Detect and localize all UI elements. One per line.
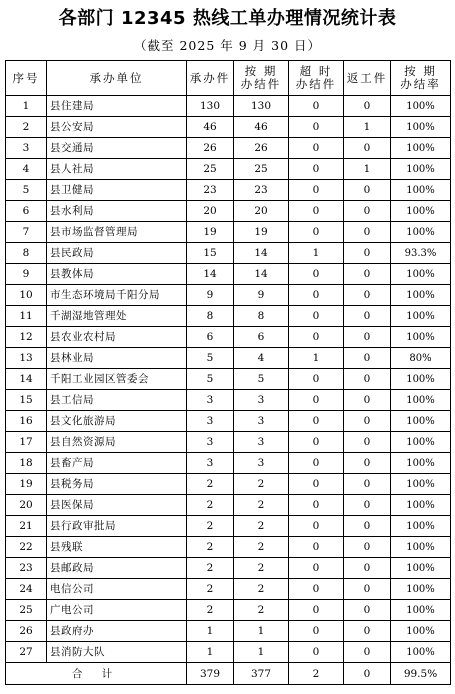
cell-overtime: 0 xyxy=(289,411,344,432)
cell-returned: 1 xyxy=(344,159,391,180)
header-rate: 按 期 办结率 xyxy=(391,61,451,96)
table-row xyxy=(6,495,451,516)
cell-total: 2 xyxy=(187,474,234,495)
cell-total: 26 xyxy=(187,138,234,159)
cell-unit: 千阳工业园区管委会 xyxy=(47,369,187,390)
cell-total: 46 xyxy=(187,117,234,138)
cell-ontime: 1 xyxy=(234,621,289,642)
cell-ontime: 2 xyxy=(234,558,289,579)
cell-overtime: 0 xyxy=(289,642,344,663)
cell-overtime: 0 xyxy=(289,495,344,516)
cell-index: 7 xyxy=(6,222,47,243)
cell-ontime: 2 xyxy=(234,537,289,558)
cell-rate: 100% xyxy=(391,159,451,180)
cell-rate: 100% xyxy=(391,537,451,558)
header-total: 承办件 xyxy=(187,61,234,96)
cell-rate: 100% xyxy=(391,411,451,432)
cell-returned: 0 xyxy=(344,243,391,264)
totals-row xyxy=(6,663,451,685)
table-header xyxy=(6,61,451,96)
cell-overtime: 0 xyxy=(289,285,344,306)
cell-total: 2 xyxy=(187,558,234,579)
cell-rate: 100% xyxy=(391,390,451,411)
table-row xyxy=(6,348,451,369)
cell-rate: 100% xyxy=(391,138,451,159)
cell-rate: 100% xyxy=(391,264,451,285)
cell-unit: 县医保局 xyxy=(47,495,187,516)
document-title: 各部门 12345 热线工单办理情况统计表 xyxy=(58,8,397,29)
cell-index: 6 xyxy=(6,201,47,222)
cell-returned: 0 xyxy=(344,348,391,369)
header-unit: 承办单位 xyxy=(47,61,187,96)
cell-overtime: 0 xyxy=(289,516,344,537)
cell-rate: 100% xyxy=(391,474,451,495)
totals-total: 379 xyxy=(187,663,234,685)
cell-total: 5 xyxy=(187,348,234,369)
cell-rate: 100% xyxy=(391,306,451,327)
cell-rate: 100% xyxy=(391,495,451,516)
cell-ontime: 3 xyxy=(234,453,289,474)
cell-overtime: 0 xyxy=(289,159,344,180)
cell-returned: 0 xyxy=(344,537,391,558)
cell-ontime: 2 xyxy=(234,600,289,621)
header-ontime: 按 期 办结件 xyxy=(234,61,289,96)
table-row xyxy=(6,558,451,579)
cell-total: 8 xyxy=(187,306,234,327)
cell-overtime: 0 xyxy=(289,432,344,453)
cell-index: 12 xyxy=(6,327,47,348)
cell-total: 2 xyxy=(187,537,234,558)
cell-total: 1 xyxy=(187,621,234,642)
table-row xyxy=(6,306,451,327)
cell-rate: 100% xyxy=(391,642,451,663)
cell-index: 15 xyxy=(6,390,47,411)
table-row xyxy=(6,180,451,201)
cell-total: 2 xyxy=(187,495,234,516)
cell-ontime: 19 xyxy=(234,222,289,243)
cell-returned: 0 xyxy=(344,432,391,453)
table-row xyxy=(6,117,451,138)
cell-total: 9 xyxy=(187,285,234,306)
cell-index: 10 xyxy=(6,285,47,306)
cell-unit: 县税务局 xyxy=(47,474,187,495)
cell-ontime: 5 xyxy=(234,369,289,390)
cell-unit: 县畜产局 xyxy=(47,453,187,474)
cell-total: 2 xyxy=(187,600,234,621)
cell-unit: 县人社局 xyxy=(47,159,187,180)
cell-ontime: 2 xyxy=(234,495,289,516)
cell-total: 2 xyxy=(187,579,234,600)
cell-rate: 100% xyxy=(391,285,451,306)
cell-index: 13 xyxy=(6,348,47,369)
cell-unit: 县文化旅游局 xyxy=(47,411,187,432)
cell-total: 5 xyxy=(187,369,234,390)
cell-index: 18 xyxy=(6,453,47,474)
cell-total: 14 xyxy=(187,264,234,285)
cell-overtime: 0 xyxy=(289,453,344,474)
cell-index: 22 xyxy=(6,537,47,558)
cell-rate: 100% xyxy=(391,201,451,222)
cell-unit: 县市场监督管理局 xyxy=(47,222,187,243)
cell-unit: 县自然资源局 xyxy=(47,432,187,453)
cell-returned: 0 xyxy=(344,453,391,474)
cell-unit: 县民政局 xyxy=(47,243,187,264)
cell-ontime: 20 xyxy=(234,201,289,222)
table-row xyxy=(6,474,451,495)
table-footer xyxy=(6,663,451,685)
cell-ontime: 1 xyxy=(234,642,289,663)
cell-overtime: 0 xyxy=(289,537,344,558)
cell-ontime: 2 xyxy=(234,474,289,495)
table-row xyxy=(6,201,451,222)
cell-ontime: 23 xyxy=(234,180,289,201)
cell-ontime: 3 xyxy=(234,390,289,411)
cell-unit: 县农业农村局 xyxy=(47,327,187,348)
cell-unit: 千湖湿地管理处 xyxy=(47,306,187,327)
cell-index: 9 xyxy=(6,264,47,285)
cell-returned: 0 xyxy=(344,558,391,579)
cell-index: 17 xyxy=(6,432,47,453)
cell-returned: 0 xyxy=(344,600,391,621)
cell-overtime: 0 xyxy=(289,474,344,495)
cell-overtime: 0 xyxy=(289,222,344,243)
totals-overtime: 2 xyxy=(289,663,344,685)
cell-returned: 1 xyxy=(344,117,391,138)
header-index: 序号 xyxy=(6,61,47,96)
cell-unit: 县政府办 xyxy=(47,621,187,642)
cell-ontime: 8 xyxy=(234,306,289,327)
cell-total: 25 xyxy=(187,159,234,180)
cell-total: 23 xyxy=(187,180,234,201)
cell-rate: 100% xyxy=(391,327,451,348)
cell-index: 14 xyxy=(6,369,47,390)
cell-overtime: 0 xyxy=(289,621,344,642)
cell-total: 3 xyxy=(187,411,234,432)
cell-total: 130 xyxy=(187,96,234,117)
cell-ontime: 130 xyxy=(234,96,289,117)
document-subtitle: （截至 2025 年 9 月 30 日） xyxy=(133,38,321,53)
cell-unit: 县卫健局 xyxy=(47,180,187,201)
table-row xyxy=(6,579,451,600)
cell-rate: 100% xyxy=(391,516,451,537)
totals-label: 合 计 xyxy=(6,663,187,685)
cell-returned: 0 xyxy=(344,138,391,159)
cell-returned: 0 xyxy=(344,201,391,222)
cell-returned: 0 xyxy=(344,621,391,642)
cell-overtime: 0 xyxy=(289,369,344,390)
table-row xyxy=(6,516,451,537)
cell-total: 15 xyxy=(187,243,234,264)
header-overtime: 超 时 办结件 xyxy=(289,61,344,96)
cell-index: 4 xyxy=(6,159,47,180)
cell-ontime: 9 xyxy=(234,285,289,306)
cell-overtime: 1 xyxy=(289,243,344,264)
cell-returned: 0 xyxy=(344,264,391,285)
cell-index: 16 xyxy=(6,411,47,432)
cell-unit: 县公安局 xyxy=(47,117,187,138)
cell-total: 3 xyxy=(187,390,234,411)
cell-rate: 93.3% xyxy=(391,243,451,264)
cell-overtime: 0 xyxy=(289,96,344,117)
cell-unit: 县消防大队 xyxy=(47,642,187,663)
table-row xyxy=(6,453,451,474)
cell-returned: 0 xyxy=(344,285,391,306)
table-row xyxy=(6,222,451,243)
cell-overtime: 0 xyxy=(289,180,344,201)
table-row xyxy=(6,159,451,180)
cell-index: 19 xyxy=(6,474,47,495)
table-row xyxy=(6,642,451,663)
cell-ontime: 2 xyxy=(234,516,289,537)
cell-unit: 县水利局 xyxy=(47,201,187,222)
cell-total: 3 xyxy=(187,432,234,453)
cell-unit: 县工信局 xyxy=(47,390,187,411)
cell-index: 20 xyxy=(6,495,47,516)
statistics-table xyxy=(5,60,451,685)
table-row xyxy=(6,327,451,348)
cell-returned: 0 xyxy=(344,579,391,600)
cell-rate: 100% xyxy=(391,180,451,201)
cell-index: 27 xyxy=(6,642,47,663)
table-row xyxy=(6,621,451,642)
table-row xyxy=(6,600,451,621)
cell-unit: 电信公司 xyxy=(47,579,187,600)
cell-ontime: 14 xyxy=(234,264,289,285)
cell-overtime: 0 xyxy=(289,201,344,222)
cell-index: 26 xyxy=(6,621,47,642)
cell-rate: 100% xyxy=(391,558,451,579)
cell-returned: 0 xyxy=(344,411,391,432)
cell-rate: 100% xyxy=(391,96,451,117)
cell-rate: 100% xyxy=(391,117,451,138)
cell-unit: 县残联 xyxy=(47,537,187,558)
totals-ontime: 377 xyxy=(234,663,289,685)
cell-rate: 100% xyxy=(391,453,451,474)
cell-total: 3 xyxy=(187,453,234,474)
cell-index: 24 xyxy=(6,579,47,600)
totals-returned: 0 xyxy=(344,663,391,685)
table-row xyxy=(6,390,451,411)
cell-rate: 100% xyxy=(391,621,451,642)
table-row xyxy=(6,243,451,264)
cell-returned: 0 xyxy=(344,222,391,243)
cell-total: 1 xyxy=(187,642,234,663)
cell-rate: 100% xyxy=(391,579,451,600)
cell-ontime: 14 xyxy=(234,243,289,264)
cell-index: 3 xyxy=(6,138,47,159)
cell-overtime: 0 xyxy=(289,600,344,621)
cell-index: 5 xyxy=(6,180,47,201)
cell-index: 25 xyxy=(6,600,47,621)
cell-index: 21 xyxy=(6,516,47,537)
cell-index: 2 xyxy=(6,117,47,138)
table-row xyxy=(6,432,451,453)
cell-unit: 县邮政局 xyxy=(47,558,187,579)
table-row xyxy=(6,96,451,117)
cell-returned: 0 xyxy=(344,327,391,348)
cell-total: 19 xyxy=(187,222,234,243)
cell-overtime: 0 xyxy=(289,390,344,411)
cell-overtime: 0 xyxy=(289,327,344,348)
cell-index: 11 xyxy=(6,306,47,327)
table-row xyxy=(6,264,451,285)
cell-returned: 0 xyxy=(344,474,391,495)
cell-unit: 县行政审批局 xyxy=(47,516,187,537)
cell-index: 23 xyxy=(6,558,47,579)
cell-returned: 0 xyxy=(344,180,391,201)
cell-unit: 县林业局 xyxy=(47,348,187,369)
cell-ontime: 46 xyxy=(234,117,289,138)
cell-overtime: 1 xyxy=(289,348,344,369)
cell-index: 8 xyxy=(6,243,47,264)
cell-overtime: 0 xyxy=(289,117,344,138)
cell-returned: 0 xyxy=(344,96,391,117)
cell-total: 6 xyxy=(187,327,234,348)
cell-overtime: 0 xyxy=(289,306,344,327)
table-row xyxy=(6,411,451,432)
cell-ontime: 4 xyxy=(234,348,289,369)
cell-unit: 县交通局 xyxy=(47,138,187,159)
cell-rate: 80% xyxy=(391,348,451,369)
cell-rate: 100% xyxy=(391,369,451,390)
cell-ontime: 3 xyxy=(234,411,289,432)
cell-total: 2 xyxy=(187,516,234,537)
cell-unit: 县住建局 xyxy=(47,96,187,117)
cell-ontime: 2 xyxy=(234,579,289,600)
cell-returned: 0 xyxy=(344,369,391,390)
cell-returned: 0 xyxy=(344,390,391,411)
cell-returned: 0 xyxy=(344,516,391,537)
table-body xyxy=(6,96,451,663)
cell-rate: 100% xyxy=(391,222,451,243)
cell-rate: 100% xyxy=(391,600,451,621)
table-row xyxy=(6,537,451,558)
cell-unit: 广电公司 xyxy=(47,600,187,621)
table-row xyxy=(6,285,451,306)
cell-ontime: 25 xyxy=(234,159,289,180)
totals-rate: 99.5% xyxy=(391,663,451,685)
cell-total: 20 xyxy=(187,201,234,222)
cell-overtime: 0 xyxy=(289,264,344,285)
cell-overtime: 0 xyxy=(289,138,344,159)
cell-ontime: 26 xyxy=(234,138,289,159)
cell-ontime: 3 xyxy=(234,432,289,453)
cell-unit: 县教体局 xyxy=(47,264,187,285)
cell-rate: 100% xyxy=(391,432,451,453)
header-returned: 返工件 xyxy=(344,61,391,96)
cell-returned: 0 xyxy=(344,306,391,327)
cell-returned: 0 xyxy=(344,495,391,516)
cell-overtime: 0 xyxy=(289,558,344,579)
cell-overtime: 0 xyxy=(289,579,344,600)
cell-unit: 市生态环境局千阳分局 xyxy=(47,285,187,306)
cell-index: 1 xyxy=(6,96,47,117)
cell-ontime: 6 xyxy=(234,327,289,348)
table-row xyxy=(6,369,451,390)
table-row xyxy=(6,138,451,159)
cell-returned: 0 xyxy=(344,642,391,663)
